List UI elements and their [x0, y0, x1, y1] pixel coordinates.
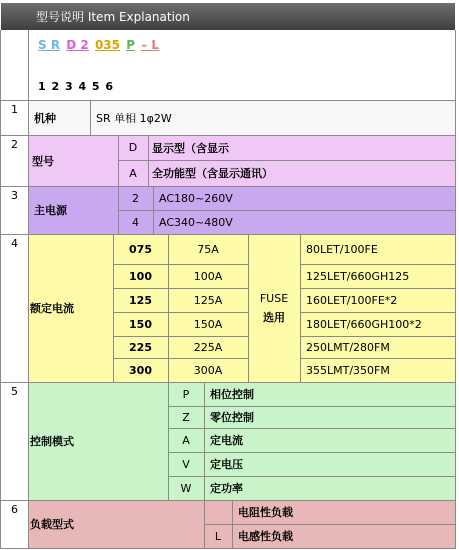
row4-fuse-2: 125LET/660GH125 [300, 264, 455, 288]
row2-code-1: D [118, 135, 148, 160]
row3-label: 主电源 [28, 186, 118, 234]
model-code-seg-2: D 2 [66, 38, 89, 52]
row4-amps-6: 300A [168, 358, 248, 382]
row-num-5: 5 [1, 382, 28, 500]
grid-line [28, 30, 29, 549]
grid-line [0, 186, 456, 187]
grid-line [0, 100, 456, 101]
row5-desc-3: 定电流 [204, 428, 455, 452]
row3-code-2: 4 [118, 210, 153, 234]
row5-code-3: A [168, 428, 204, 452]
grid-line [300, 336, 456, 337]
grid-line [113, 336, 248, 337]
grid-line [0, 548, 456, 549]
row4-amps-4: 150A [168, 312, 248, 336]
model-code [38, 38, 161, 52]
row4-code-4: 150 [113, 312, 168, 336]
row4-fuse-4: 180LET/660GH100*2 [300, 312, 455, 336]
row-num-1: 1 [1, 100, 28, 135]
grid-line [113, 234, 114, 382]
row5-desc-2: 零位控制 [204, 406, 455, 428]
row4-fuse-6: 355LMT/350FM [300, 358, 455, 382]
grid-line [168, 428, 456, 429]
row5-code-5: W [168, 476, 204, 500]
row5-desc-1: 相位控制 [204, 382, 455, 406]
grid-line [204, 382, 205, 500]
row2-code-2: A [118, 160, 148, 186]
page-title: 型号说明 Item Explanation [1, 3, 455, 30]
row5-desc-5: 定功率 [204, 476, 455, 500]
row4-fuse-5: 250LMT/280FM [300, 336, 455, 358]
grid-line [0, 500, 456, 501]
row6-label: 负载型式 [28, 500, 204, 548]
row4-code-1: 075 [113, 234, 168, 264]
grid-line [0, 135, 456, 136]
row2-label: 型号 [28, 135, 118, 186]
row4-amps-2: 100A [168, 264, 248, 288]
row4-fuse-3: 160LET/100FE*2 [300, 288, 455, 312]
row4-fuse-label-2: 选用 [263, 310, 285, 324]
row4-amps-5: 225A [168, 336, 248, 358]
grid-line [168, 452, 456, 453]
grid-line [113, 312, 248, 313]
row5-code-4: V [168, 452, 204, 476]
row6-code-2: L [204, 524, 232, 548]
grid-line [118, 160, 456, 161]
grid-line [300, 264, 456, 265]
grid-line [168, 406, 456, 407]
row-num-2: 2 [1, 135, 28, 186]
grid-line [168, 382, 169, 500]
row6-desc-1: 电阻性负载 [232, 500, 455, 524]
row3-desc-1: AC180~260V [153, 186, 455, 210]
grid-line [300, 288, 456, 289]
grid-line [90, 100, 91, 135]
row-num-4: 4 [1, 234, 28, 382]
row4-code-5: 225 [113, 336, 168, 358]
row5-code-2: Z [168, 406, 204, 428]
row-num-6: 6 [1, 500, 28, 548]
grid-line [168, 234, 169, 382]
grid-line [113, 264, 248, 265]
model-code-seg-5: – L [141, 38, 159, 52]
grid-line [113, 358, 248, 359]
row3-code-1: 2 [118, 186, 153, 210]
row2-desc-1: 显示型（含显示 [148, 135, 455, 160]
row5-code-1: P [168, 382, 204, 406]
grid-line [0, 382, 456, 383]
row-num-3: 3 [1, 186, 28, 234]
grid-line [300, 358, 456, 359]
grid-line [168, 476, 456, 477]
row5-desc-4: 定电压 [204, 452, 455, 476]
row4-code-6: 300 [113, 358, 168, 382]
model-code-seg-3: 035 [94, 38, 120, 52]
grid-line [455, 30, 456, 549]
row6-desc-2: 电感性负载 [232, 524, 455, 548]
model-code-seg-4: P [126, 38, 135, 52]
grid-line [300, 312, 456, 313]
model-code-positions: 1 2 3 4 5 6 [38, 80, 115, 93]
row4-fuse-1: 80LET/100FE [300, 234, 455, 264]
grid-line [113, 288, 248, 289]
row1-label: 机种 [28, 100, 90, 135]
grid-line [248, 234, 249, 382]
row3-desc-2: AC340~480V [153, 210, 455, 234]
grid-line [0, 30, 1, 549]
row4-label: 额定电流 [28, 234, 113, 382]
row4-amps-1: 75A [168, 234, 248, 264]
grid-line [118, 210, 456, 211]
grid-line [0, 234, 456, 235]
row4-code-3: 125 [113, 288, 168, 312]
grid-line [204, 524, 456, 525]
row5-label: 控制模式 [28, 382, 168, 500]
row4-amps-3: 125A [168, 288, 248, 312]
row1-value: SR 单相 1φ2W [90, 100, 455, 135]
grid-line [300, 234, 301, 382]
row6-code-1 [204, 500, 232, 524]
row4-fuse-label-1: FUSE [259, 291, 289, 305]
row4-code-2: 100 [113, 264, 168, 288]
row2-desc-2: 全功能型（含显示通讯） [148, 160, 455, 186]
model-code-seg-1: S R [38, 38, 61, 52]
row4-fuse-label [248, 234, 300, 382]
